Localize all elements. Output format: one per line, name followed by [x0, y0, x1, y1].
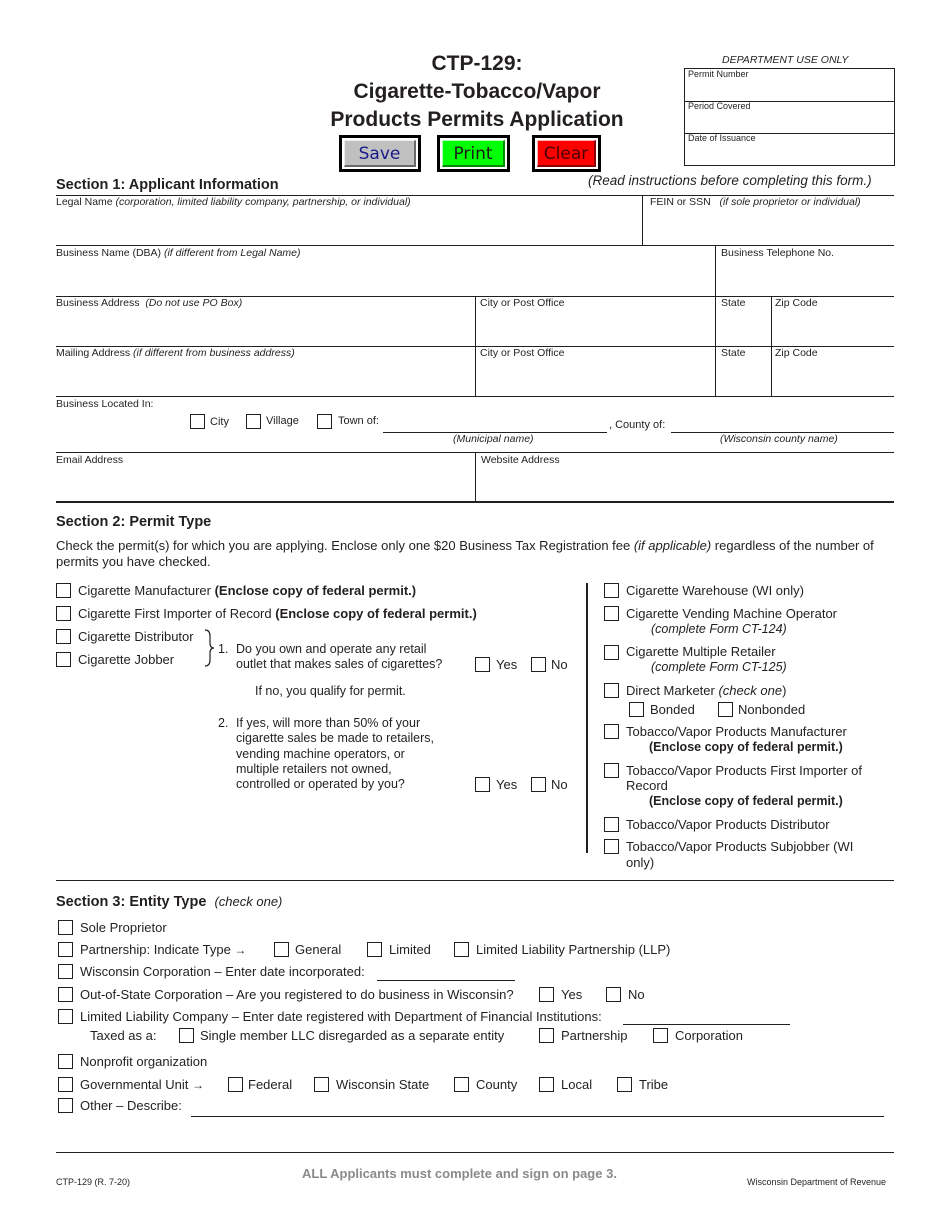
other-describe-input[interactable]: [191, 1116, 884, 1117]
date-of-issuance-label: Date of Issuance: [688, 133, 756, 143]
llp-label: Limited Liability Partnership (LLP): [476, 942, 671, 957]
direct-marketer-label: [626, 683, 786, 698]
item-note: (Enclose copy of federal permit.): [275, 606, 477, 621]
form-id: CTP-129:: [431, 52, 523, 75]
q2-line: If yes, will more than 50% of your: [236, 716, 421, 730]
oos-yes-label: Yes: [561, 987, 583, 1002]
governmental-unit-checkbox[interactable]: [58, 1077, 73, 1092]
print-button-label: Print: [442, 140, 505, 167]
email-input[interactable]: [56, 467, 472, 500]
multiple-retailer-note: (complete Form CT-125): [651, 660, 787, 674]
bonded-label: Bonded: [650, 702, 695, 717]
q2-no-label: No: [551, 777, 568, 792]
llc-date-input[interactable]: [623, 1024, 790, 1025]
cigarette-first-importer-checkbox[interactable]: [56, 606, 71, 621]
single-member-llc-label: Single member LLC disregarded as a separate entity: [200, 1028, 505, 1043]
direct-marketer-checkbox[interactable]: [604, 683, 619, 698]
fein-label: [650, 196, 861, 208]
q2-line: controlled or operated by you?: [236, 777, 405, 791]
cigarette-distributor-checkbox[interactable]: [56, 629, 71, 644]
county-name-caption: (Wisconsin county name): [720, 433, 838, 445]
federal-checkbox[interactable]: [228, 1077, 243, 1092]
tvp-subjobber-label-2: only): [626, 855, 655, 870]
oos-yes-checkbox[interactable]: [539, 987, 554, 1002]
business-zip-label: Zip Code: [775, 297, 818, 309]
single-member-llc-checkbox[interactable]: [179, 1028, 194, 1043]
business-city-label: City or Post Office: [480, 297, 565, 309]
llc-corporation-checkbox[interactable]: [653, 1028, 668, 1043]
item-note: (Enclose copy of federal permit.): [214, 583, 417, 598]
fein-text: FEIN or SSN: [650, 196, 711, 208]
cigarette-distributor-label: Cigarette Distributor: [78, 629, 194, 644]
local-label: Local: [561, 1077, 593, 1092]
business-name-label: [56, 247, 301, 259]
mailing-state-input[interactable]: [718, 360, 768, 394]
business-phone-label: Business Telephone No.: [721, 247, 835, 259]
legal-name-text: Legal Name: [56, 196, 113, 208]
vending-operator-label: Cigarette Vending Machine Operator: [626, 606, 838, 621]
county-label: County: [476, 1077, 518, 1092]
clear-button-label: Clear: [537, 140, 596, 167]
located-city-checkbox[interactable]: [190, 414, 205, 429]
q1-line-1: Do you own and operate any retail: [236, 642, 427, 656]
q2-line: multiple retailers not owned,: [236, 762, 392, 776]
oos-corporation-label: Out-of-State Corporation – Are you registered to do business in Wisconsin?: [80, 987, 514, 1002]
llc-label: Limited Liability Company – Enter date registered with Department of Financial Institutions:: [80, 1009, 602, 1024]
cigarette-jobber-checkbox[interactable]: [56, 652, 71, 667]
q1-note: If no, you qualify for permit.: [255, 684, 406, 698]
business-address-input[interactable]: [56, 310, 472, 344]
tvp-distributor-checkbox[interactable]: [604, 817, 619, 832]
partnership-label: [80, 942, 246, 957]
county-checkbox[interactable]: [454, 1077, 469, 1092]
local-checkbox[interactable]: [539, 1077, 554, 1092]
partnership-text: Partnership: Indicate Type: [80, 942, 231, 957]
sign-notice: ALL Applicants must complete and sign on page 3.: [302, 1166, 617, 1181]
mailing-city-label: City or Post Office: [480, 347, 565, 359]
vending-operator-checkbox[interactable]: [604, 606, 619, 621]
oos-corporation-checkbox[interactable]: [58, 987, 73, 1002]
mailing-address-label: [56, 347, 295, 359]
q2-no-checkbox[interactable]: [531, 777, 546, 792]
tvp-subjobber-checkbox[interactable]: [604, 839, 619, 854]
section-3-title: [56, 894, 282, 910]
llp-checkbox[interactable]: [454, 942, 469, 957]
wi-state-label: Wisconsin State: [336, 1077, 430, 1092]
dept-use-box: [684, 68, 895, 166]
print-button[interactable]: [437, 135, 510, 172]
tvp-manufacturer-checkbox[interactable]: [604, 724, 619, 739]
municipal-name-caption: (Municipal name): [453, 433, 534, 445]
business-zip-input[interactable]: [774, 310, 892, 344]
gov-unit-text: Governmental Unit: [80, 1077, 189, 1092]
website-input[interactable]: [478, 467, 892, 500]
arrow-right-icon: →: [192, 1078, 205, 1092]
tvp-first-importer-note: (Enclose copy of federal permit.): [649, 794, 843, 808]
q1-line-2: outlet that makes sales of cigarettes?: [236, 657, 443, 671]
form-title-line-2: Products Permits Application: [330, 108, 624, 131]
section-3-title-text: Section 3: Entity Type: [56, 894, 207, 910]
llc-checkbox[interactable]: [58, 1009, 73, 1024]
sole-proprietor-checkbox[interactable]: [58, 920, 73, 935]
q1-yes-checkbox[interactable]: [475, 657, 490, 672]
fein-note: (if sole proprietor or individual): [719, 196, 861, 208]
legal-name-label: [56, 196, 411, 208]
partnership-checkbox[interactable]: [58, 942, 73, 957]
cigarette-warehouse-label: Cigarette Warehouse (WI only): [626, 583, 804, 598]
intro-text-b: (if applicable): [633, 538, 712, 553]
tvp-manufacturer-note: (Enclose copy of federal permit.): [649, 740, 843, 754]
located-in-label: Business Located In:: [56, 398, 154, 410]
vending-operator-note: (complete Form CT-124): [651, 622, 787, 636]
section-2-intro: [56, 538, 898, 570]
instructions-note: (Read instructions before completing this form.): [588, 173, 872, 188]
located-town-checkbox[interactable]: [317, 414, 332, 429]
period-covered-label: Period Covered: [688, 101, 751, 111]
intro-text-c: regardless of the number of permits you have checked.: [56, 538, 874, 569]
business-name-note: (if different from Legal Name): [163, 247, 301, 259]
wi-corporation-checkbox[interactable]: [58, 964, 73, 979]
business-name-input[interactable]: [56, 260, 712, 294]
direct-text: Direct Marketer: [626, 683, 719, 698]
business-address-label: [56, 297, 242, 309]
q1-number: 1.: [218, 642, 229, 656]
q2-yes-checkbox[interactable]: [475, 777, 490, 792]
taxed-as-label: Taxed as a:: [90, 1028, 157, 1043]
permit-number-label: Permit Number: [688, 69, 749, 79]
row-rule: [56, 396, 894, 397]
fein-input[interactable]: [646, 212, 892, 244]
cigarette-jobber-label: Cigarette Jobber: [78, 652, 175, 667]
direct-close: ): [782, 683, 787, 698]
form-title-line-1: Cigarette-Tobacco/Vapor: [353, 80, 601, 103]
general-partnership-checkbox[interactable]: [274, 942, 289, 957]
cigarette-first-importer-label: [78, 606, 477, 621]
business-state-label: State: [721, 297, 746, 309]
tvp-distributor-label: Tobacco/Vapor Products Distributor: [626, 817, 830, 832]
governmental-unit-label: [80, 1077, 204, 1092]
cigarette-manufacturer-label: [78, 583, 416, 598]
business-address-text: Business Address: [56, 297, 140, 309]
website-label: Website Address: [481, 454, 560, 466]
q2-yes-label: Yes: [496, 777, 518, 792]
business-name-text: Business Name (DBA): [56, 247, 162, 259]
multiple-retailer-label: Cigarette Multiple Retailer: [626, 644, 776, 659]
limited-partnership-label: Limited: [389, 942, 431, 957]
located-village-checkbox[interactable]: [246, 414, 261, 429]
business-address-note: (Do not use PO Box): [145, 297, 243, 309]
mailing-address-text: Mailing Address: [56, 347, 131, 359]
located-town-label: Town of:: [338, 415, 379, 427]
located-village-label: Village: [266, 415, 299, 427]
save-button-label: Save: [344, 140, 416, 167]
other-entity-checkbox[interactable]: [58, 1098, 73, 1113]
cigarette-warehouse-checkbox[interactable]: [604, 583, 619, 598]
section-2-title: Section 2: Permit Type: [56, 514, 212, 530]
wi-corporation-date-input[interactable]: [377, 980, 515, 981]
located-city-label: City: [210, 416, 229, 428]
nonbonded-label: Nonbonded: [738, 702, 806, 717]
tvp-first-importer-checkbox[interactable]: [604, 763, 619, 778]
tribe-label: Tribe: [639, 1077, 669, 1092]
mailing-address-input[interactable]: [56, 360, 472, 394]
section-1-title: Section 1: Applicant Information: [56, 177, 279, 193]
dept-use-heading: DEPARTMENT USE ONLY: [722, 54, 849, 66]
tvp-manufacturer-label: Tobacco/Vapor Products Manufacturer: [626, 724, 847, 739]
tvp-first-importer-label-1: Tobacco/Vapor Products First Importer of: [626, 763, 863, 778]
brace-glyph: [202, 628, 216, 668]
brace-icon: [202, 628, 216, 668]
item-label: Cigarette Manufacturer: [78, 583, 215, 598]
q2-number: 2.: [218, 716, 229, 730]
item-label: Cigarette First Importer of Record: [78, 606, 276, 621]
cigarette-manufacturer-checkbox[interactable]: [56, 583, 71, 598]
mailing-city-input[interactable]: [478, 360, 712, 394]
mailing-state-label: State: [721, 347, 746, 359]
nonprofit-label: Nonprofit organization: [80, 1054, 208, 1069]
wi-state-checkbox[interactable]: [314, 1077, 329, 1092]
llc-partnership-checkbox[interactable]: [539, 1028, 554, 1043]
oos-no-label: No: [628, 987, 645, 1002]
section-3-title-note: (check one): [214, 894, 283, 909]
limited-partnership-checkbox[interactable]: [367, 942, 382, 957]
direct-note: (check one: [718, 683, 783, 698]
row-rule: [56, 245, 894, 246]
q1-no-label: No: [551, 657, 568, 672]
wi-corporation-label: Wisconsin Corporation – Enter date incorporated:: [80, 964, 365, 979]
general-partnership-label: General: [295, 942, 342, 957]
clear-button[interactable]: [532, 135, 601, 172]
sole-proprietor-label: Sole Proprietor: [80, 920, 167, 935]
save-button[interactable]: [339, 135, 421, 172]
section-2-column-divider: [586, 583, 588, 853]
legal-name-note: (corporation, limited liability company, partnership, or individual): [115, 196, 411, 208]
bonded-checkbox[interactable]: [629, 702, 644, 717]
business-city-input[interactable]: [478, 310, 712, 344]
llc-corporation-label: Corporation: [675, 1028, 743, 1043]
intro-text-a: Check the permit(s) for which you are applying. Enclose only one $20 Business Tax Registration fee: [56, 538, 634, 553]
mailing-address-note: (if different from business address): [133, 347, 295, 359]
nonprofit-checkbox[interactable]: [58, 1054, 73, 1069]
federal-label: Federal: [248, 1077, 293, 1092]
q2-line: cigarette sales be made to retailers,: [236, 731, 435, 745]
llc-partnership-label: Partnership: [561, 1028, 628, 1043]
business-phone-input[interactable]: [719, 260, 892, 294]
arrow-right-icon: →: [234, 943, 247, 957]
oos-no-checkbox[interactable]: [606, 987, 621, 1002]
legal-name-input[interactable]: [56, 208, 641, 244]
mailing-zip-label: Zip Code: [775, 347, 818, 359]
q2-line: vending machine operators, or: [236, 747, 405, 761]
agency-name: Wisconsin Department of Revenue: [747, 1177, 887, 1187]
email-label: Email Address: [56, 454, 124, 466]
mailing-zip-input[interactable]: [774, 360, 892, 394]
field-divider: [715, 245, 716, 396]
county-of-label: , County of:: [609, 419, 666, 431]
business-state-input[interactable]: [718, 310, 768, 344]
tvp-first-importer-label-2: Record: [626, 778, 668, 793]
section-1-end-rule: [56, 501, 894, 503]
field-divider: [642, 195, 643, 246]
tvp-subjobber-label-1: Tobacco/Vapor Products Subjobber (WI: [626, 839, 854, 854]
section-2-end-rule: [56, 880, 894, 881]
q1-yes-label: Yes: [496, 657, 518, 672]
multiple-retailer-checkbox[interactable]: [604, 645, 619, 660]
form-revision: CTP-129 (R. 7-20): [56, 1177, 131, 1187]
tribe-checkbox[interactable]: [617, 1077, 632, 1092]
footer-rule: [56, 1152, 894, 1153]
q1-no-checkbox[interactable]: [531, 657, 546, 672]
other-entity-label: Other – Describe:: [80, 1098, 182, 1113]
field-divider: [475, 452, 476, 502]
nonbonded-checkbox[interactable]: [718, 702, 733, 717]
